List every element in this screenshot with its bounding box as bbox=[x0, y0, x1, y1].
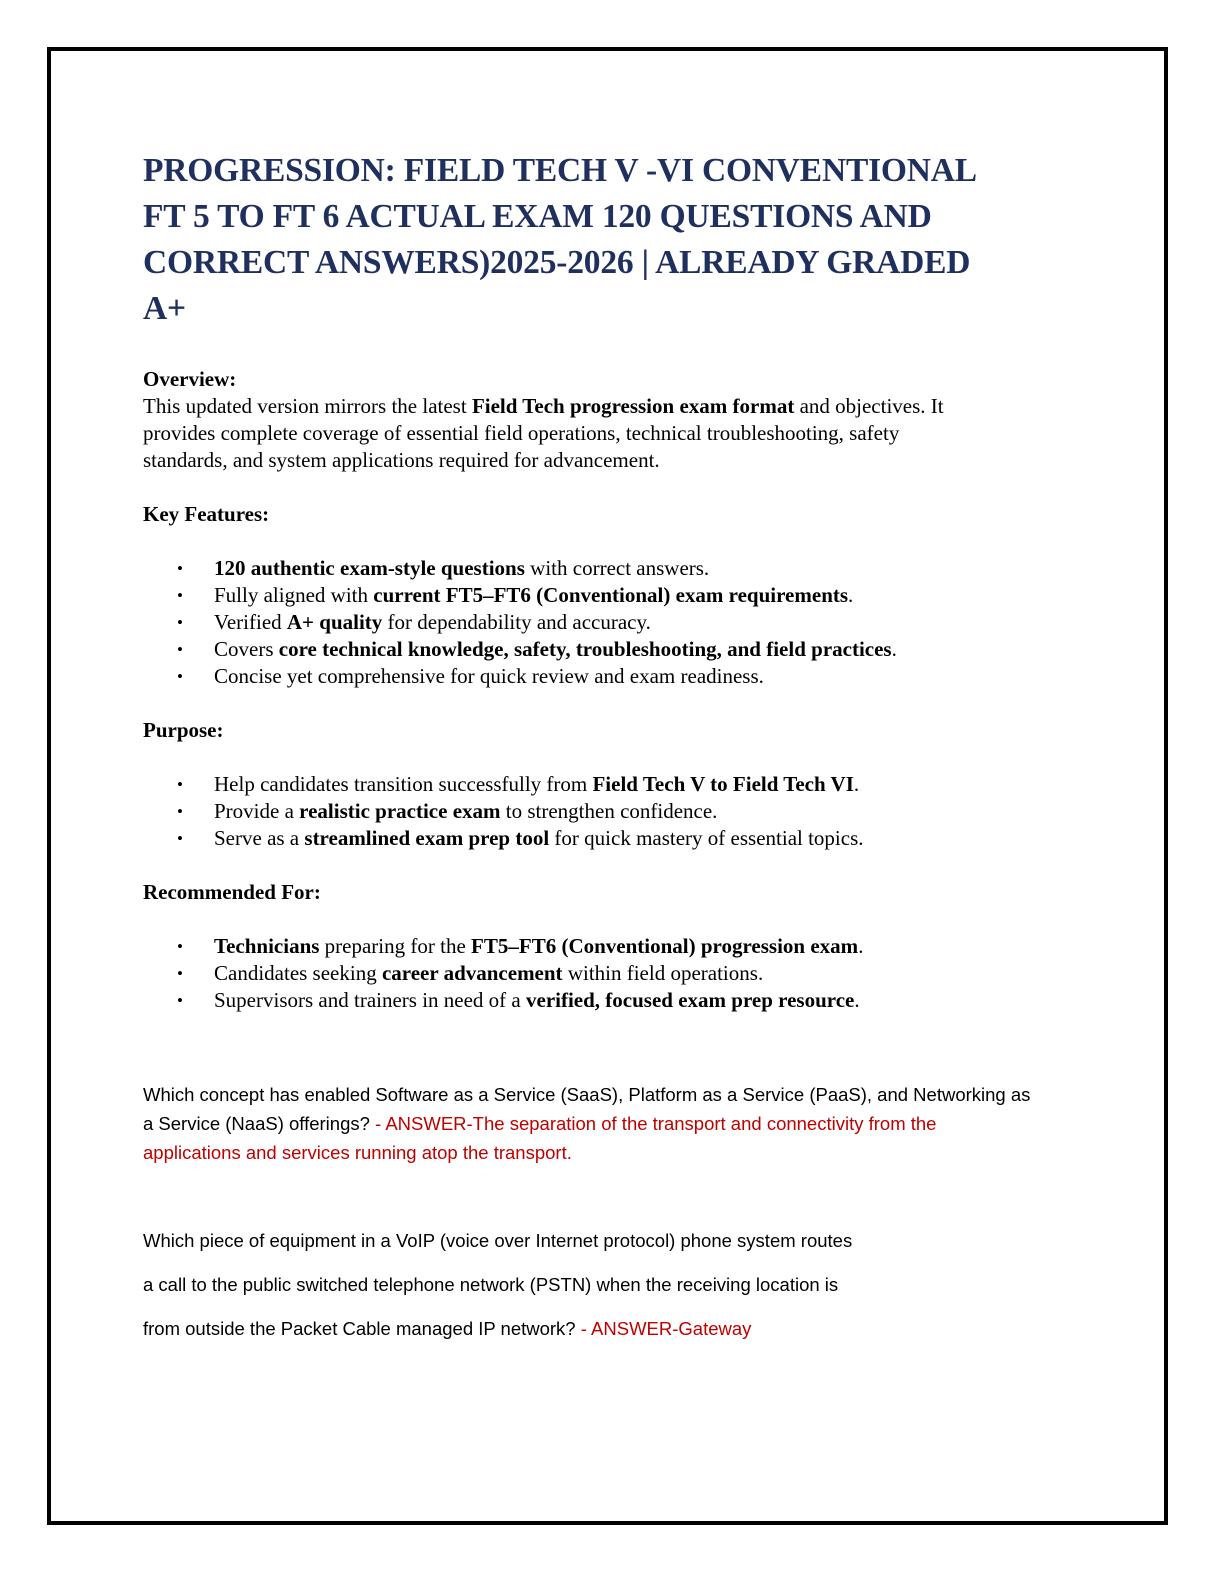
bullet-icon: • bbox=[177, 586, 183, 605]
bullet-icon: • bbox=[177, 802, 183, 821]
item-text: . bbox=[853, 772, 860, 796]
item-text: preparing for the bbox=[319, 934, 472, 958]
item-text: with correct answers. bbox=[524, 556, 710, 580]
bullet-icon: • bbox=[177, 640, 183, 659]
item-bold: streamlined exam prep tool bbox=[304, 826, 550, 850]
overview-paragraph bbox=[143, 393, 1093, 474]
item-text: Fully aligned with bbox=[214, 583, 374, 607]
list-item bbox=[143, 771, 1093, 798]
overview-section bbox=[143, 366, 1093, 474]
list-item bbox=[143, 636, 1093, 663]
list-item bbox=[143, 987, 1093, 1014]
item-bold: Technicians bbox=[214, 934, 320, 958]
list-item bbox=[143, 798, 1093, 825]
item-text: . bbox=[848, 583, 854, 607]
list-item bbox=[143, 960, 1093, 987]
question-text: Which piece of equipment in a VoIP (voice over Internet protocol) phone system routes bbox=[143, 1230, 853, 1251]
question-line bbox=[143, 1314, 1093, 1343]
item-bold: FT5–FT6 (Conventional) progression exam bbox=[471, 934, 859, 958]
key-features-heading: Key Features: bbox=[143, 502, 270, 526]
bullet-icon: • bbox=[177, 991, 183, 1010]
item-text: for quick mastery of essential topics. bbox=[549, 826, 864, 850]
title-line: A+ bbox=[143, 290, 186, 327]
title-line: PROGRESSION: FIELD TECH V -VI CONVENTIONAL bbox=[143, 152, 977, 189]
overview-text: This updated version mirrors the latest bbox=[143, 394, 472, 418]
qa-item bbox=[143, 1080, 1093, 1167]
item-text: for dependability and accuracy. bbox=[382, 610, 651, 634]
purpose-section bbox=[143, 717, 1093, 852]
bullet-icon: • bbox=[177, 964, 183, 983]
item-bold: realistic practice exam bbox=[299, 799, 501, 823]
document-content bbox=[143, 148, 1093, 1343]
list-item bbox=[143, 825, 1093, 852]
bullet-icon: • bbox=[177, 937, 183, 956]
list-item bbox=[143, 582, 1093, 609]
answer-text: - ANSWER-Gateway bbox=[580, 1318, 752, 1339]
overview-text: and objectives. It bbox=[794, 394, 944, 418]
overview-heading: Overview: bbox=[143, 367, 237, 391]
item-text: Concise yet comprehensive for quick review and exam readiness. bbox=[214, 664, 764, 688]
document-title bbox=[143, 148, 1093, 332]
list-item bbox=[143, 609, 1093, 636]
key-features-list bbox=[143, 555, 1093, 690]
item-text: to strengthen confidence. bbox=[500, 799, 718, 823]
key-features-section bbox=[143, 501, 1093, 690]
item-bold: 120 authentic exam-style questions bbox=[214, 556, 525, 580]
item-text: Provide a bbox=[214, 799, 300, 823]
answer-text: - ANSWER-The separation of the transport and connectivity from the bbox=[375, 1113, 937, 1134]
item-text: Help candidates transition successfully from bbox=[214, 772, 593, 796]
item-bold: verified, focused exam prep resource bbox=[526, 988, 855, 1012]
item-bold: career advancement bbox=[381, 961, 563, 985]
item-text: Verified bbox=[214, 610, 287, 634]
overview-bold: Field Tech progression exam format bbox=[471, 394, 795, 418]
item-text: within field operations. bbox=[562, 961, 764, 985]
question-text: Which concept has enabled Software as a Service (SaaS), Platform as a Service (PaaS), and Networking as bbox=[143, 1084, 1031, 1105]
item-text: Covers bbox=[214, 637, 279, 661]
list-item bbox=[143, 663, 1093, 690]
qa-item bbox=[143, 1226, 1093, 1343]
overview-text: provides complete coverage of essential field operations, technical troubleshooting, safety bbox=[143, 421, 900, 445]
overview-text: standards, and system applications required for advancement. bbox=[143, 448, 660, 472]
title-line: FT 5 TO FT 6 ACTUAL EXAM 120 QUESTIONS AND bbox=[143, 198, 932, 235]
recommended-heading: Recommended For: bbox=[143, 880, 321, 904]
recommended-section bbox=[143, 879, 1093, 1014]
title-line: CORRECT ANSWERS)2025-2026 | ALREADY GRADED bbox=[143, 244, 971, 281]
purpose-list bbox=[143, 771, 1093, 852]
item-bold: A+ quality bbox=[286, 610, 383, 634]
bullet-icon: • bbox=[177, 775, 183, 794]
item-text: . bbox=[858, 934, 864, 958]
item-bold: current FT5–FT6 (Conventional) exam requirements bbox=[373, 583, 849, 607]
item-bold: core technical knowledge, safety, troubleshooting, and field practices bbox=[278, 637, 892, 661]
question-text: a Service (NaaS) offerings? bbox=[143, 1113, 376, 1134]
answer-text: applications and services running atop the transport. bbox=[143, 1142, 572, 1163]
question-text: from outside the Packet Cable managed IP network? bbox=[143, 1318, 581, 1339]
bullet-icon: • bbox=[177, 667, 183, 686]
question-text: a call to the public switched telephone network (PSTN) when the receiving location is bbox=[143, 1274, 839, 1295]
bullet-icon: • bbox=[177, 829, 183, 848]
item-text: Candidates seeking bbox=[214, 961, 382, 985]
purpose-heading: Purpose: bbox=[143, 718, 224, 742]
bullet-icon: • bbox=[177, 559, 183, 578]
bullet-icon: • bbox=[177, 613, 183, 632]
list-item bbox=[143, 555, 1093, 582]
item-text: . bbox=[891, 637, 897, 661]
item-bold: Field Tech V to Field Tech VI bbox=[592, 772, 854, 796]
list-item bbox=[143, 933, 1093, 960]
item-text: Supervisors and trainers in need of a bbox=[214, 988, 526, 1012]
recommended-list bbox=[143, 933, 1093, 1014]
item-text: . bbox=[854, 988, 860, 1012]
item-text: Serve as a bbox=[214, 826, 305, 850]
